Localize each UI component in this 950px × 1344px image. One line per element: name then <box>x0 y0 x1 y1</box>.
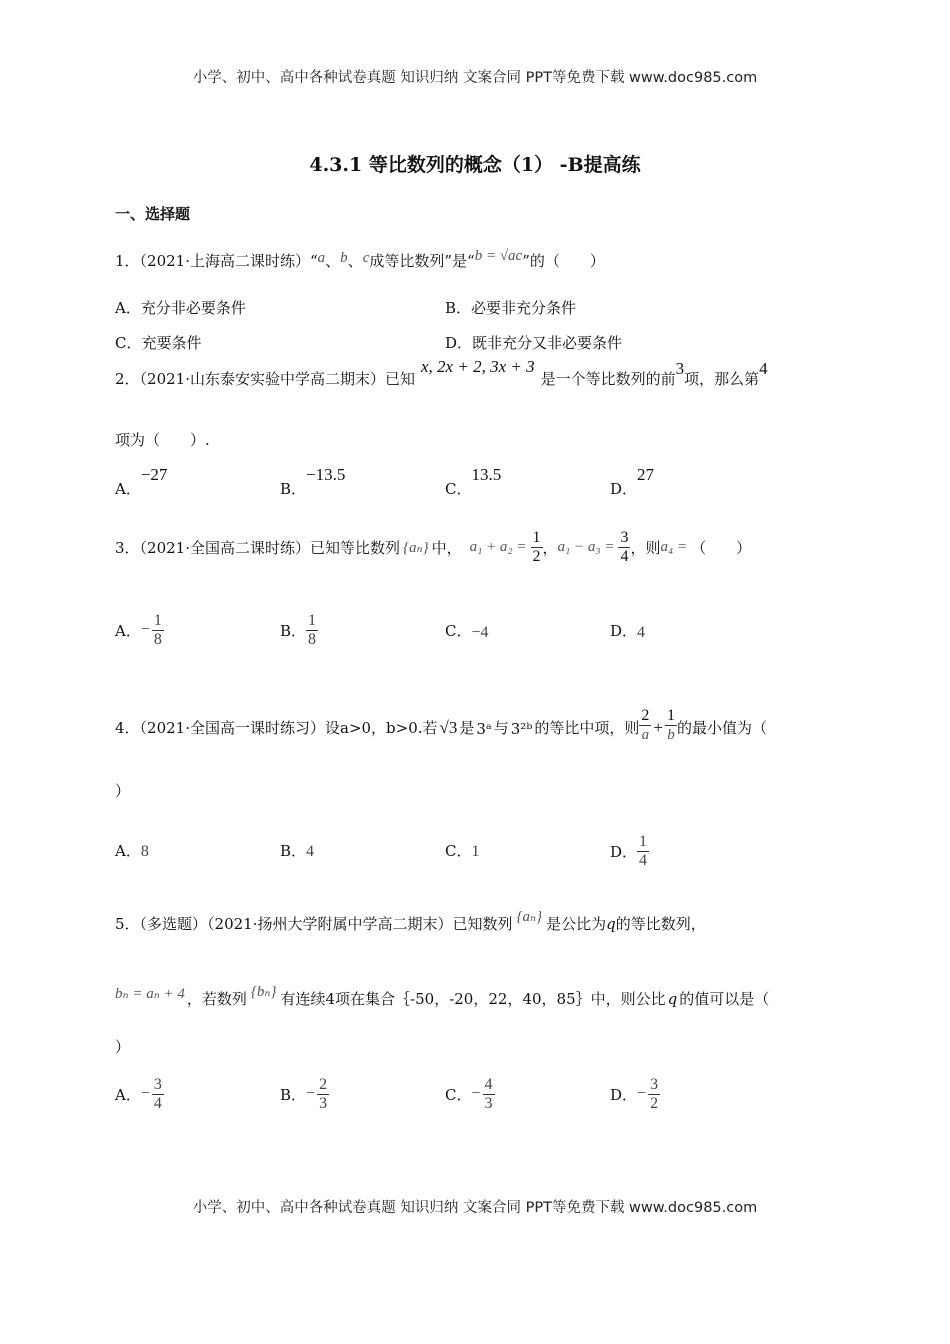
q5-line-3: ） <box>115 1038 131 1056</box>
q5-mid2: 的等比数列， <box>615 915 706 933</box>
q3-option-a <box>115 608 164 652</box>
q4-c-label: C． <box>445 842 472 860</box>
q5-b-sign: − <box>306 1085 316 1102</box>
q5-q: q <box>606 915 616 933</box>
q4-mid2: 的等比中项，则 <box>534 719 640 737</box>
q4-c-value: 1 <box>471 843 480 860</box>
document-title: 4.3.1 等比数列的概念（1） -B提高练 <box>309 154 641 176</box>
q3-eq1-lhs: a₁ + a₂ = <box>469 538 527 555</box>
q4-line-2: ） <box>115 782 131 800</box>
q3-eq2-lhs: a₁ − a₃ = <box>557 538 615 555</box>
q5-d-sign: − <box>637 1085 647 1102</box>
question-3 <box>115 527 751 567</box>
q2-mid: 是一个等比数列的前 <box>540 370 676 388</box>
q3-a4: a₄ = <box>660 538 688 555</box>
q4-suffix: 的最小值为（ <box>676 719 767 737</box>
q3-option-c <box>445 608 489 652</box>
q4-fraction-1 <box>639 707 651 744</box>
q2-b-label: B． <box>280 480 307 498</box>
q5-b-num: 2 <box>319 1075 328 1093</box>
q3-eq2-den: 4 <box>620 547 629 565</box>
q4-f2-den: b <box>667 727 675 743</box>
q1-var-a: a <box>317 250 326 266</box>
question-5 <box>115 909 706 934</box>
q5-b-den: 3 <box>319 1094 328 1112</box>
q5-c-label: C． <box>445 1085 472 1104</box>
q3-eq2-num: 3 <box>620 528 629 546</box>
q2-num-4: 4 <box>759 359 768 378</box>
q5-option-a <box>115 1072 164 1116</box>
section-heading: 一、选择题 <box>115 205 191 223</box>
q5-a-num: 3 <box>153 1075 162 1093</box>
q5-line2-b: 有连续4项在集合｛-50，-20，22，40，85｝中，则公比 <box>280 990 666 1008</box>
q5-mid: 是公比为 <box>546 915 607 933</box>
q3-option-d <box>610 608 645 652</box>
q3-mid2: ，则 <box>630 538 661 557</box>
q3-eq1-num: 1 <box>532 528 541 546</box>
page-footer: 小学、初中、高中各种试卷真题 知识归纳 文案合同 PPT等免费下载 www.doc985.com <box>192 1200 758 1216</box>
q4-b-value: 4 <box>306 843 315 860</box>
q5-option-c <box>445 1072 495 1116</box>
q4-option-a <box>115 840 149 861</box>
q5-a-label: A． <box>115 1085 141 1104</box>
q5-c-den: 3 <box>484 1094 493 1112</box>
q3-a-fraction <box>152 612 164 649</box>
q4-d-den: 4 <box>639 852 648 869</box>
q3-sequence: {aₙ} <box>403 539 429 556</box>
q1-option-b: B．必要非充分条件 <box>445 299 577 317</box>
q2-option-b <box>280 465 346 499</box>
q5-line2-a: ，若数列 <box>186 990 247 1008</box>
q3-d-value: 4 <box>637 624 646 641</box>
q3-mid: 中， <box>431 538 462 557</box>
q4-f1-den: a <box>641 727 650 743</box>
question-1 <box>115 248 605 271</box>
q4-f1-num: 2 <box>641 707 650 724</box>
question-4 <box>115 694 767 743</box>
q4-a-label: A． <box>115 842 141 860</box>
q4-power-2: 3²ᵇ <box>510 720 533 738</box>
q3-suffix: （ ） <box>691 538 752 557</box>
q1-var-b: b <box>340 250 348 266</box>
q5-d-label: D． <box>610 1085 638 1104</box>
q5-sequence-a: {aₙ} <box>516 909 543 925</box>
q5-option-b <box>280 1072 329 1116</box>
q5-line2-c: 的值可以是（ <box>679 990 770 1008</box>
q4-f2-num: 1 <box>666 707 675 724</box>
q4-and: 与 <box>493 719 509 737</box>
q5-c-num: 4 <box>484 1075 493 1093</box>
q4-plus: + <box>653 718 663 737</box>
q1-prefix: 1．（2021·上海高二课时练）“ <box>115 252 318 270</box>
q5-b-fraction <box>317 1076 329 1113</box>
q3-eq2-fraction <box>618 529 630 566</box>
q2-mid2: 项，那么第 <box>684 370 760 388</box>
q1-var-c: c <box>362 250 370 266</box>
q3-a-sign: − <box>140 621 150 638</box>
question-2 <box>115 357 768 389</box>
q2-expression: x, 2x + 2, 3x + 3 <box>421 357 535 376</box>
q2-d-label: D． <box>610 480 638 498</box>
q4-option-b <box>280 840 314 861</box>
q3-a-label: A． <box>115 621 141 640</box>
q3-option-b <box>280 608 318 652</box>
q3-a-num: 1 <box>153 611 162 629</box>
q4-option-d <box>610 818 649 869</box>
q5-a-sign: − <box>140 1085 150 1102</box>
q5-d-num: 3 <box>650 1075 659 1093</box>
q3-d-label: D． <box>610 621 638 640</box>
q4-condition: a>0，b>0.若 <box>340 719 438 737</box>
q2-option-d <box>610 465 655 499</box>
q2-c-value: 13.5 <box>471 465 502 484</box>
q4-sqrt3: √3 <box>439 718 458 737</box>
q4-option-c <box>445 840 479 861</box>
q5-definition: bₙ = aₙ + 4 <box>115 986 185 1002</box>
q5-a-fraction <box>152 1076 164 1113</box>
q5-sequence-b: {bₙ} <box>250 984 277 1000</box>
q4-mid: 是 <box>459 719 475 737</box>
page-header: 小学、初中、高中各种试卷真题 知识归纳 文案合同 PPT等免费下载 www.doc985.com <box>192 70 758 86</box>
q3-eq1-den: 2 <box>532 547 541 565</box>
q1-option-c: C．充要条件 <box>115 334 202 352</box>
q1-option-a: A．充分非必要条件 <box>115 299 246 317</box>
q4-d-label: D． <box>610 843 638 861</box>
q2-option-c <box>445 465 502 499</box>
q2-a-value: −27 <box>140 465 168 484</box>
q2-prefix: 2．（2021·山东泰安实验中学高二期末）已知 <box>115 370 415 388</box>
q4-d-fraction <box>637 833 649 870</box>
q3-eq1-fraction <box>531 529 543 566</box>
q3-b-fraction <box>306 612 318 649</box>
q5-q-2: q <box>667 990 678 1008</box>
q2-d-value: 27 <box>637 465 655 484</box>
q4-prefix: 4．（2021·全国高一课时练习）设 <box>115 719 340 737</box>
q5-prefix: 5．（多选题）（2021·扬州大学附属中学高二期末）已知数列 <box>115 915 513 933</box>
q1-formula: b = √ac <box>474 248 523 264</box>
q3-b-label: B． <box>280 621 307 640</box>
q4-power-1: 3ᵃ <box>476 720 492 738</box>
q3-a-den: 8 <box>153 630 162 648</box>
q4-fraction-2 <box>665 707 677 744</box>
q2-a-label: A． <box>115 480 141 498</box>
q1-option-d: D．既非充分又非必要条件 <box>445 334 623 352</box>
q2-b-value: −13.5 <box>306 465 346 484</box>
q3-b-den: 8 <box>308 630 317 648</box>
q4-b-label: B． <box>280 842 307 860</box>
q1-mid: 成等比数列”是“ <box>369 252 475 270</box>
q1-sep-1: 、 <box>325 252 341 270</box>
q5-d-den: 2 <box>650 1094 659 1112</box>
q4-d-num: 1 <box>639 833 648 850</box>
q2-c-label: C． <box>445 480 472 498</box>
q3-c-label: C． <box>445 621 472 640</box>
q2-line-2: 项为（ ）. <box>115 431 210 449</box>
q2-num-3: 3 <box>675 359 685 378</box>
q3-c-value: −4 <box>471 624 489 641</box>
q3-prefix: 3．（2021·全国高二课时练）已知等比数列 <box>115 538 400 557</box>
q2-option-a <box>115 465 168 499</box>
q5-line-2 <box>115 984 770 1009</box>
q3-comma: ， <box>542 538 558 557</box>
q5-b-label: B． <box>280 1085 307 1104</box>
q5-c-sign: − <box>471 1085 481 1102</box>
q3-b-num: 1 <box>308 611 317 629</box>
q5-option-d <box>610 1072 660 1116</box>
q4-a-value: 8 <box>140 843 149 860</box>
q5-d-fraction <box>648 1076 660 1113</box>
q1-sep-2: 、 <box>347 252 363 270</box>
q1-suffix: ”的（ ） <box>522 252 605 270</box>
q5-c-fraction <box>483 1076 495 1113</box>
q5-a-den: 4 <box>153 1094 162 1112</box>
